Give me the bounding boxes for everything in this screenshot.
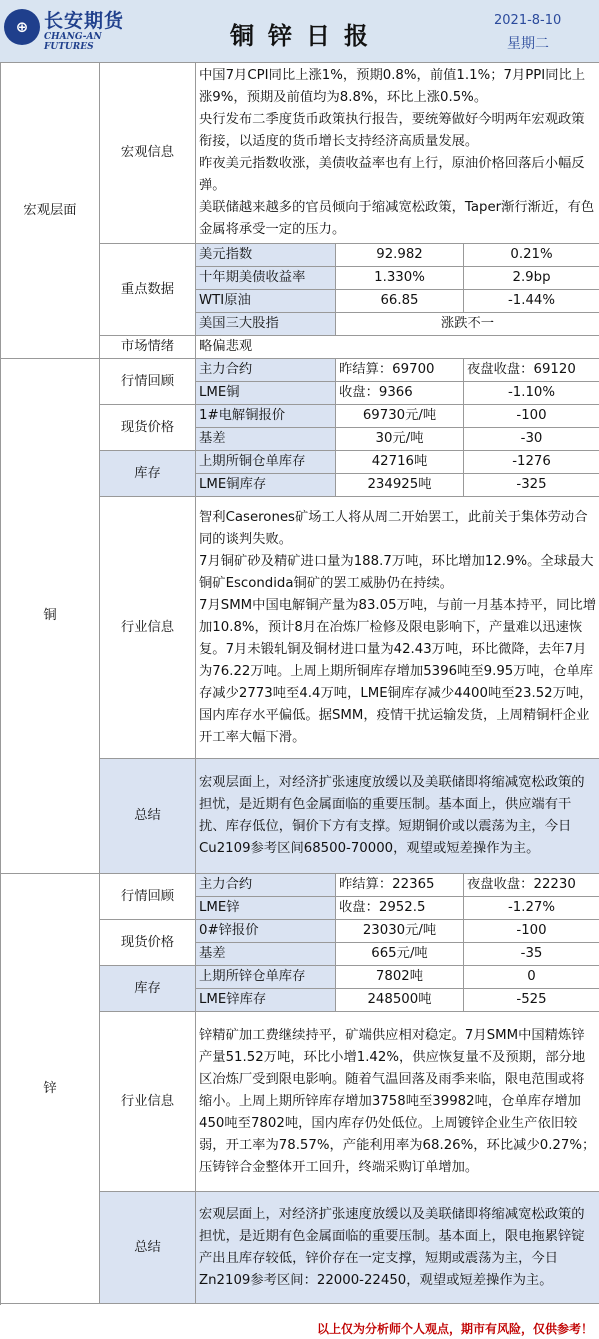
- zinc-summary-label: 总结: [100, 1192, 196, 1304]
- us-index-value: 涨跌不一: [336, 313, 599, 336]
- copper-lme-close: 收盘：9366: [336, 382, 464, 405]
- copper-stock-label: 库存: [100, 451, 196, 497]
- zinc-industry-text: 锌精矿加工费继续持平，矿端供应相对稳定。7月SMM中国精炼锌产量51.52万吨，环比小增1.42%，供应恢复量不及预期，部分地区冶炼厂受到限电影响。随着气温回落及雨季来临，限电范围或将缩小。上周上期所锌库存增加3758吨至39982吨，仓单库存增加450吨至7802吨，国内库存仍处低位。上周镀锌企业生产依旧较弱，开工率为78.57%，产能利用率为68.26%，环比减少0.27%；压铸锌合金整体开工回升，终端采购订单增加。: [196, 1012, 599, 1192]
- copper-lme-name: LME铜: [196, 382, 336, 405]
- zinc-lme-name: LME锌: [196, 897, 336, 920]
- logo-chinese-name: 长安期货: [44, 10, 125, 32]
- copper-main-contract: 主力合约: [196, 359, 336, 382]
- macro-info-text: [196, 63, 599, 244]
- key-data-name: WTI原油: [196, 290, 336, 313]
- copper-summary-label: 总结: [100, 759, 196, 874]
- copper-review-label: 行情回顾: [100, 359, 196, 405]
- key-data-change: 0.21%: [464, 244, 599, 267]
- zinc-stock-value: 248500吨: [336, 989, 464, 1012]
- macro-info-paragraph: 央行发布二季度货币政策执行报告，要统筹做好今明两年宏观政策衔接，以适度的货币增长支持经济高质量发展。: [199, 112, 585, 149]
- key-data-value: 1.330%: [336, 267, 464, 290]
- us-index-name: 美国三大股指: [196, 313, 336, 336]
- section-zinc: 锌: [1, 874, 100, 1304]
- macro-info-paragraph: 中国7月CPI同比上涨1%，预期0.8%，前值1.1%；7月PPI同比上涨9%，预期及前值均为8.8%，环比上涨0.5%。: [199, 68, 586, 105]
- copper-spot-label: 现货价格: [100, 405, 196, 451]
- key-data-value: 92.982: [336, 244, 464, 267]
- sentiment-label: 市场情绪: [100, 336, 196, 359]
- zinc-main-contract: 主力合约: [196, 874, 336, 897]
- copper-prev-settle: 昨结算：69700: [336, 359, 464, 382]
- zinc-spot-label: 现货价格: [100, 920, 196, 966]
- key-data-value: 66.85: [336, 290, 464, 313]
- zinc-spot-name: 0#锌报价: [196, 920, 336, 943]
- zinc-stock-label: 库存: [100, 966, 196, 1012]
- copper-industry-text: [196, 497, 599, 759]
- copper-lme-change: -1.10%: [464, 382, 599, 405]
- section-macro: 宏观层面: [1, 63, 100, 359]
- key-data-name: 十年期美债收益率: [196, 267, 336, 290]
- risk-disclaimer: 以上仅为分析师个人观点，期市有风险，仅供参考！: [316, 1322, 593, 1336]
- zinc-spot-change: -100: [464, 920, 599, 943]
- logo-english-name: CHANG-AN FUTURES: [44, 32, 102, 52]
- key-data-label: 重点数据: [100, 244, 196, 336]
- section-copper: 铜: [1, 359, 100, 874]
- zinc-stock-name: LME锌库存: [196, 989, 336, 1012]
- zinc-spot-value: 665元/吨: [336, 943, 464, 966]
- macro-info-paragraph: 美联储越来越多的官员倾向于缩减宽松政策，Taper渐行渐近，有色金属将承受一定的压力。: [199, 200, 595, 237]
- copper-stock-value: 234925吨: [336, 474, 464, 497]
- report-table: [0, 62, 599, 1304]
- zinc-industry-label: 行业信息: [100, 1012, 196, 1192]
- copper-stock-name: 上期所铜仓单库存: [196, 451, 336, 474]
- sentiment-value: 略偏悲观: [196, 336, 599, 359]
- copper-spot-change: -30: [464, 428, 599, 451]
- zinc-spot-value: 23030元/吨: [336, 920, 464, 943]
- zinc-night-close: 夜盘收盘：22230: [464, 874, 599, 897]
- copper-spot-change: -100: [464, 405, 599, 428]
- copper-stock-value: 42716吨: [336, 451, 464, 474]
- copper-spot-name: 基差: [196, 428, 336, 451]
- key-data-change: 2.9bp: [464, 267, 599, 290]
- copper-spot-value: 69730元/吨: [336, 405, 464, 428]
- copper-industry-paragraph: 智利Caserones矿场工人将从周二开始罢工，此前关于集体劳动合同的谈判失败。: [199, 509, 588, 547]
- zinc-summary-text: 宏观层面上，对经济扩张速度放缓以及美联储即将缩减宽松政策的担忧，是近期有色金属面临的重要压制。基本面上，限电拖累锌锭产出且库存较低，锌价存在一定支撑，短期或震荡为主，今日Zn2109参考区间：22000-22450，观望或短差操作为主。: [196, 1192, 599, 1304]
- copper-stock-change: -325: [464, 474, 599, 497]
- zinc-lme-change: -1.27%: [464, 897, 599, 920]
- key-data-name: 美元指数: [196, 244, 336, 267]
- zinc-stock-change: 0: [464, 966, 599, 989]
- copper-summary-text: 宏观层面上，对经济扩张速度放缓以及美联储即将缩减宽松政策的担忧，是近期有色金属面临的重要压制。基本面上，供应端有干扰、库存低位，铜价下方有支撑。短期铜价或以震荡为主，今日Cu2109参考区间68500-70000，观望或短差操作为主。: [196, 759, 599, 874]
- copper-industry-label: 行业信息: [100, 497, 196, 759]
- zinc-prev-settle: 昨结算：22365: [336, 874, 464, 897]
- zinc-stock-value: 7802吨: [336, 966, 464, 989]
- zinc-spot-name: 基差: [196, 943, 336, 966]
- copper-stock-change: -1276: [464, 451, 599, 474]
- zinc-stock-change: -525: [464, 989, 599, 1012]
- copper-industry-paragraph: 7月铜矿砂及精矿进口量为188.7万吨，环比增加12.9%。全球最大铜矿Escondida铜矿的罢工威胁仍在持续。: [199, 553, 594, 591]
- copper-spot-value: 30元/吨: [336, 428, 464, 451]
- copper-night-close: 夜盘收盘：69120: [464, 359, 599, 382]
- copper-industry-paragraph: 7月SMM中国电解铜产量为83.05万吨，与前一月基本持平，同比增加10.8%，预计8月在冶炼厂检修及限电影响下，产量难以迅速恢复。7月未锻轧铜及铜材进口量为42.43万吨，环比微降，去年7月为76.22万吨。上周上期所铜库存增加5396吨至9.95万吨，仓单库存减少2773吨至4.4万吨，LME铜库存减少4400吨至23.52万吨，国内库存水平偏低。据SMM，疫情干扰运输发货，上周精铜杆企业开工率大幅下滑。: [199, 597, 597, 745]
- copper-stock-name: LME铜库存: [196, 474, 336, 497]
- key-data-change: -1.44%: [464, 290, 599, 313]
- report-weekday: 星期二: [507, 36, 549, 52]
- zinc-review-label: 行情回顾: [100, 874, 196, 920]
- footer: [0, 1318, 599, 1339]
- macro-info-paragraph: 昨夜美元指数收涨，美债收益率也有上行，原油价格回落后小幅反弹。: [199, 156, 585, 193]
- company-logo: [4, 6, 136, 54]
- report-date: 2021-8-10: [494, 13, 562, 28]
- zinc-spot-change: -35: [464, 943, 599, 966]
- zinc-lme-close: 收盘：2952.5: [336, 897, 464, 920]
- copper-spot-name: 1#电解铜报价: [196, 405, 336, 428]
- macro-info-label: 宏观信息: [100, 63, 196, 244]
- logo-emblem-icon: ⊕: [4, 9, 40, 45]
- report-title: 铜锌日报: [230, 22, 382, 50]
- report-header: [0, 0, 599, 63]
- zinc-stock-name: 上期所锌仓单库存: [196, 966, 336, 989]
